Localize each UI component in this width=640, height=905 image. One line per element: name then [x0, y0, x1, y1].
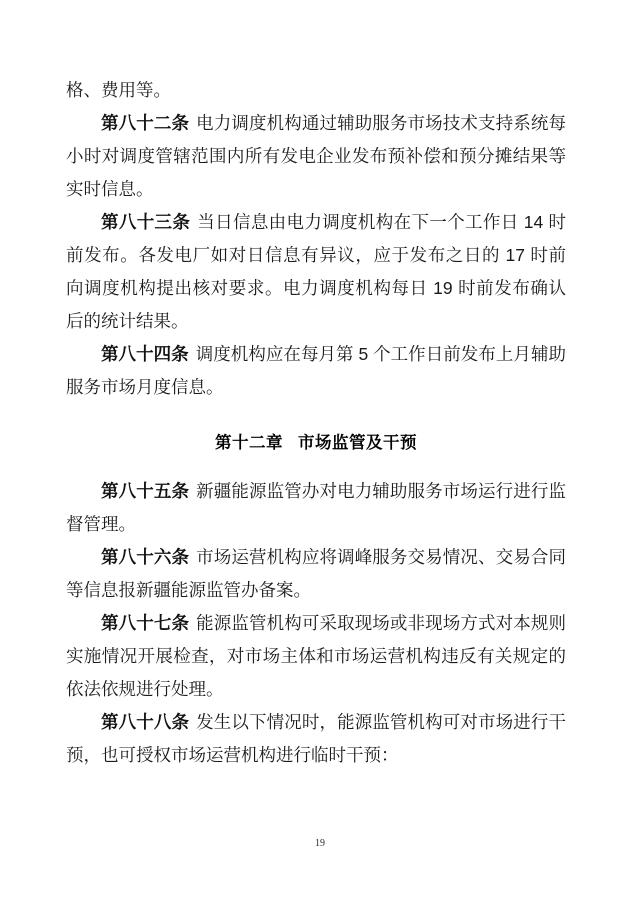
article-paragraph [66, 541, 566, 607]
chapter-heading [66, 426, 566, 459]
article-text: 当日信息由电力调度机构在下一个工作日 14 时前发布。各发电厂如对日信息有异议，应于发布之日的 17 时前向调度机构提出核对要求。电力调度机构每日 19 时前发布确认后的统计结果。 [66, 212, 566, 331]
article-term: 第八十八条 [101, 712, 190, 732]
article-term: 第八十六条 [101, 547, 190, 567]
chapter-number: 第十二章 [215, 433, 283, 452]
article-paragraph [66, 107, 566, 206]
article-text: 调度机构应在每月第 5 个工作日前发布上月辅助服务市场月度信息。 [66, 344, 566, 397]
article-paragraph [66, 607, 566, 706]
article-paragraph [66, 706, 566, 772]
article-text: 市场运营机构应将调峰服务交易情况、交易合同等信息报新疆能源监管办备案。 [66, 547, 567, 600]
article-text: 新疆能源监管办对电力辅助服务市场运行进行监督管理。 [66, 481, 567, 534]
article-paragraph [66, 475, 566, 541]
document-body [66, 74, 566, 772]
continuation-text: 格、费用等。 [66, 80, 171, 100]
article-term: 第八十二条 [101, 113, 190, 133]
article-text: 发生以下情况时，能源监管机构可对市场进行干预，也可授权市场运营机构进行临时干预： [66, 712, 567, 765]
chapter-title: 市场监管及干预 [298, 433, 417, 452]
article-text: 电力调度机构通过辅助服务市场技术支持系统每小时对调度管辖范围内所有发电企业发布预补偿和预分摊结果等实时信息。 [66, 113, 567, 199]
paragraph-continuation [66, 74, 566, 107]
article-paragraph [66, 206, 566, 338]
article-term: 第八十四条 [101, 344, 189, 364]
article-term: 第八十七条 [101, 613, 190, 633]
article-paragraph [66, 338, 566, 404]
article-text: 能源监管机构可采取现场或非现场方式对本规则实施情况开展检查，对市场主体和市场运营机构违反有关规定的依法依规进行处理。 [66, 613, 567, 699]
page-number: 19 [315, 838, 325, 849]
article-term: 第八十五条 [101, 481, 190, 501]
article-term: 第八十三条 [101, 212, 191, 232]
